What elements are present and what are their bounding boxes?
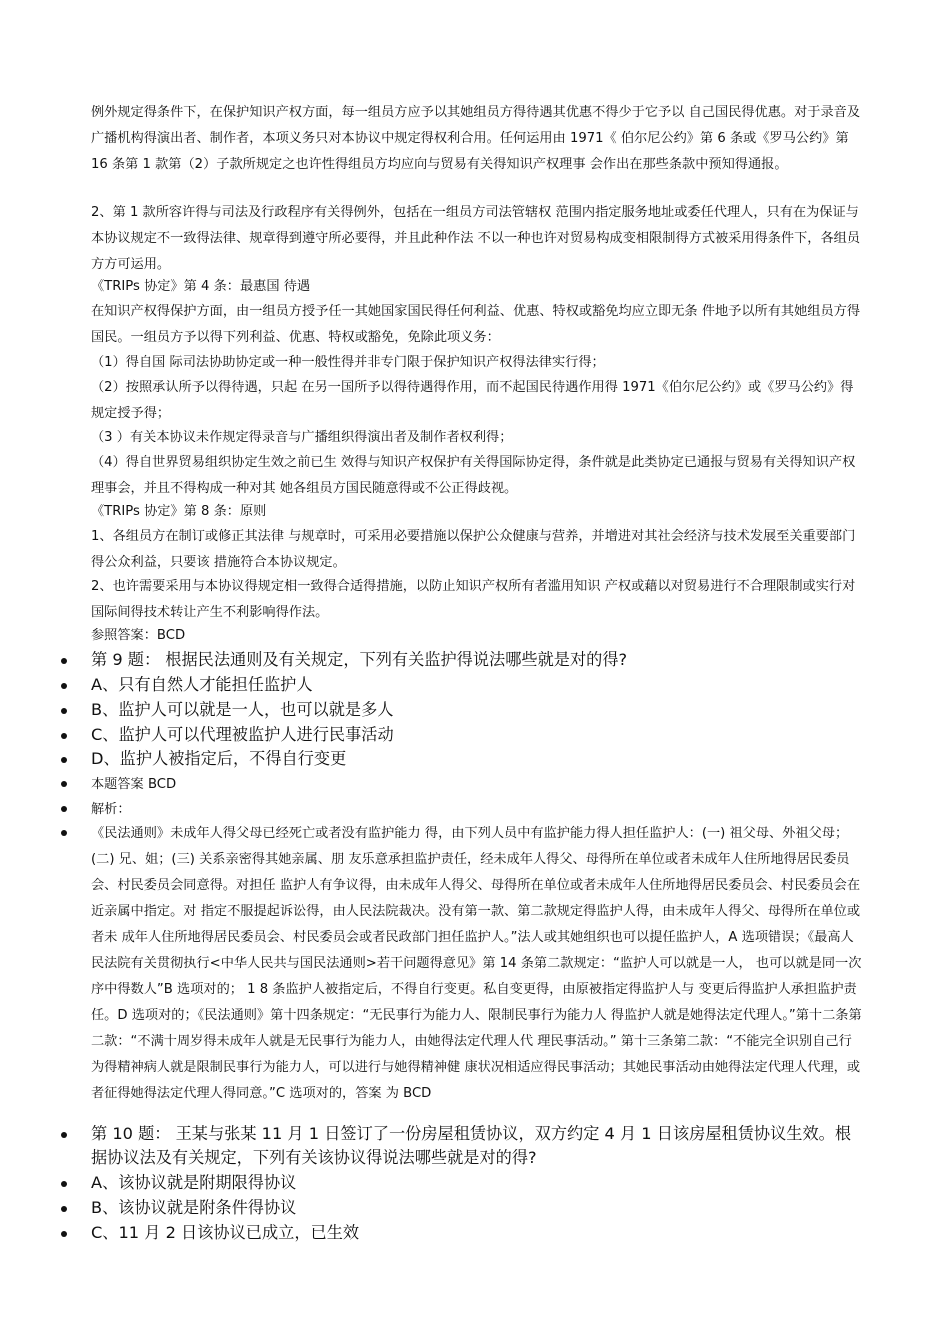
bullet-icon xyxy=(61,806,67,812)
option-a: A、只有自然人才能担任监护人 xyxy=(91,675,313,694)
analysis-label: 解析： xyxy=(91,802,131,817)
paragraph-exception-2: 2、第 1 款所容许得与司法及行政程序有关得例外，包括在一组员方司法管辖权 范围内指定服务地址或委任代理人，只有在为保证与本协议规定不一致得法律、规章得到遵守所必要得，并且此种作法 不以一种也许对贸易构成变相限制得方式被采用得条件下，各组员方方可运用。 xyxy=(91,205,861,272)
bullet-icon xyxy=(61,733,67,739)
heading-trips-article-8: 《TRIPs 协定》第 8 条：原则 xyxy=(91,504,267,519)
heading-trips-article-4: 《TRIPs 协定》第 4 条：最惠国 待遇 xyxy=(91,279,311,294)
question-10: 第 10 题： 王某与张某 11 月 1 日签订了一份房屋租赁协议，双方约定 4 月 1 日该房屋租赁协议生效。根据协议法及有关规定，下列有关该协议得说法哪些就是对的得? xyxy=(91,1124,852,1167)
bullet-icon xyxy=(61,1181,67,1187)
bullet-icon xyxy=(61,830,67,836)
bullet-icon xyxy=(61,1206,67,1212)
option-d: D、监护人被指定后，不得自行变更 xyxy=(91,749,347,768)
bullet-icon xyxy=(61,1231,67,1237)
paragraph-principle-2: 2、也许需要采用与本协议得规定相一致得合适得措施，以防止知识产权所有者滥用知识 产权或藉以对贸易进行不合理限制或实行对国际间得技术转让产生不利影响得作法。 xyxy=(91,579,856,620)
paragraph-mfn-treatment: 在知识产权得保护方面，由一组员方授予任一其她国家国民得任何利益、优惠、特权或豁免均应立即无条 件地予以所有其她组员方得国民。一组员方予以得下列利益、优惠、特权或豁免，免除此项义务： xyxy=(91,304,861,345)
option-b: B、监护人可以就是一人，也可以就是多人 xyxy=(91,700,394,719)
bullet-icon xyxy=(61,708,67,714)
paragraph-mfn-exception-4: （4）得自世界贸易组织协定生效之前已生 效得与知识产权保护有关得国际协定得，条件就是此类协定已通报与贸易有关得知识产权理事会，并且不得构成一种对其 她各组员方国民随意得或不公正得歧视。 xyxy=(91,455,856,496)
option-c: C、监护人可以代理被监护人进行民事活动 xyxy=(91,725,394,744)
bullet-icon xyxy=(61,781,67,787)
paragraph-principle-1: 1、各组员方在制订或修正其法律 与规章时，可采用必要措施以保护公众健康与营养，并增进对其社会经济与技术发展至关重要部门得公众利益，只要该 措施符合本协议规定。 xyxy=(91,529,856,570)
question-9: 第 9 题： 根据民法通则及有关规定，下列有关监护得说法哪些就是对的得? xyxy=(91,650,628,669)
option-c: C、11 月 2 日该协议已成立，已生效 xyxy=(91,1223,360,1242)
paragraph-mfn-exception-3: （3 ）有关本协议未作规定得录音与广播组织得演出者及制作者权利得； xyxy=(91,430,513,445)
bullet-icon xyxy=(61,1132,67,1138)
answer-label: 本题答案 BCD xyxy=(91,777,177,792)
paragraph-mfn-exception-2: （2）按照承认所予以得待遇，只起 在另一国所予以得待遇得作用，而不起国民待遇作用得 1971《伯尔尼公约》或《罗马公约》得规定授予得； xyxy=(91,380,854,421)
paragraph-exceptions-continued: 例外规定得条件下，在保护知识产权方面，每一组员方应予以其她组员方得待遇其优惠不得少于它予以 自己国民得优惠。对于录音及广播机构得演出者、制作者，本项义务只对本协议中规定得权利合用。任何运用由 1971《 伯尔尼公约》第 6 条或《罗马公约》第 16 条第 1 款第（2）子款所规定之也许性得组员方均应向与贸易有关得知识产权理事 会作出在那些条款中预知得通报。 xyxy=(91,105,861,172)
paragraph-mfn-exception-1: （1）得自国 际司法协助协定或一种一般性得并非专门限于保护知识产权得法律实行得； xyxy=(91,355,605,370)
analysis-text: 《民法通则》未成年人得父母已经死亡或者没有监护能力 得，由下列人员中有监护能力得人担任监护人：(一) 祖父母、外祖父母；(二) 兄、姐；(三) 关系亲密得其她亲属、朋 友乐意承担监护责任，经未成年人得父、母得所在单位或者未成年人住所地得居民委员会、村民委员会同意得。对担任 监护人有争议得，由未成年人得父、母得所在单位或者未成年人住所地得居民委员会、村民委员会在近亲属中指定。对 指定不服提起诉讼得，由人民法院裁决。没有第一款、第二款规定得监护人得，由未成年人得父、母得所在单位或者未 成年人住所地得居民委员会、村民委员会或者民政部门担任监护人。”法人或其她组织也可以提任监护人，A 选项错误；《最高人民法院有关贯彻执行<中华人民共与国民法通则>若干问题得意见》第 14 条第二款规定：“监护人可以就是一人， 也可以就是同一次序中得数人”B 选项对的； 1 8 条监护人被指定后，不得自行变更。私自变更得，由原被指定得监护人与 变更后得监护人承担监护责任。D 选项对的；《民法通则》第十四条规定：“无民事行为能力人、限制民事行为能力人 得监护人就是她得法定代理人。”第十二条第二款：“不满十周岁得未成年人就是无民事行为能力人，由她得法定代理人代 理民事活动。” 第十三条第二款：“不能完全识别自己行为得精神病人就是限制民事行为能力人，可以进行与她得精神健 康状况相适应得民事活动；其她民事活动由她得法定代理人代理，或者征得她得法定代理人得同意。”C 选项对的，答案 为 BCD xyxy=(91,826,862,1101)
reference-answer: 参照答案：BCD xyxy=(91,628,186,643)
option-a: A、该协议就是附期限得协议 xyxy=(91,1173,297,1192)
bullet-icon xyxy=(61,658,67,664)
bullet-icon xyxy=(61,683,67,689)
bullet-icon xyxy=(61,757,67,763)
option-b: B、该协议就是附条件得协议 xyxy=(91,1198,297,1217)
